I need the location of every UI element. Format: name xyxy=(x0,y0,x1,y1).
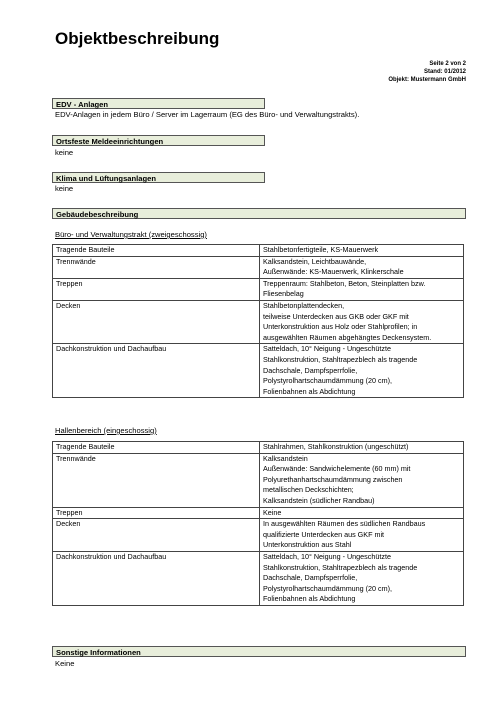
row-value-line: Dachschale, Dampfsperrfolie, xyxy=(263,365,358,375)
table-row xyxy=(53,245,464,257)
page-number: Seite 2 von 2 xyxy=(429,61,466,67)
page-title: Objektbeschreibung xyxy=(55,29,220,48)
row-value xyxy=(260,256,464,278)
row-value-line: qualifizierte Unterdecken aus GKF mit xyxy=(263,529,385,539)
page-meta xyxy=(388,60,466,84)
table-row xyxy=(53,442,464,454)
row-value-line: Satteldach, 10° Neigung - Ungeschützte xyxy=(263,344,391,354)
section-heading-meldeeinrichtungen: Ortsfeste Meldeeinrichtungen xyxy=(52,135,265,146)
row-value-line: ausgewählten Räumen abgehängtes Deckensystem. xyxy=(263,332,432,342)
row-value-line: Folienbahnen als Abdichtung xyxy=(263,386,356,396)
row-label: Tragende Bauteile xyxy=(53,442,260,454)
row-value-line: Folienbahnen als Abdichtung xyxy=(263,594,356,604)
row-value-line: Treppenraum: Stahlbeton, Beton, Steinplatten bzw. xyxy=(263,278,426,288)
row-value xyxy=(260,300,464,343)
row-value-line: Stahlkonstruktion, Stahltrapezblech als tragende xyxy=(263,354,418,364)
row-label: Decken xyxy=(53,300,260,343)
table-row xyxy=(53,278,464,300)
row-value xyxy=(260,278,464,300)
row-value-line: Außenwände: KS-Mauerwerk, Klinkerschale xyxy=(263,267,404,277)
row-value-line: Unterkonstruktion aus Holz oder Stahlprofilen; in xyxy=(263,322,418,332)
row-value-line: Kalksandstein (südlicher Randbau) xyxy=(263,495,375,505)
row-value xyxy=(260,442,464,454)
row-value-line: Unterkonstruktion aus Stahl xyxy=(263,540,352,550)
table-row xyxy=(53,519,464,552)
section-text-meldeeinrichtungen: keine xyxy=(55,148,74,157)
subheading-halle: Hallenbereich (eingeschossig) xyxy=(55,426,157,435)
row-value xyxy=(260,551,464,605)
row-label: Treppen xyxy=(53,507,260,519)
section-text-klima: keine xyxy=(55,184,74,193)
row-value-line: Stahlbetonfertigteile, KS-Mauerwerk xyxy=(263,245,379,254)
object-name: Objekt: Mustermann GmbH xyxy=(388,77,466,83)
row-value-line: Kalksandstein, Leichtbauwände, xyxy=(263,256,367,266)
row-value-line: teilweise Unterdecken aus GKB oder GKF mit xyxy=(263,311,409,321)
row-value-line: Fliesenbelag xyxy=(263,289,304,299)
subheading-buero: Büro- und Verwaltungstrakt (zweigeschossig) xyxy=(55,230,207,239)
row-value-line: Stahlkonstruktion, Stahltrapezblech als tragende xyxy=(263,562,418,572)
row-value xyxy=(260,519,464,552)
row-value-line: Keine xyxy=(263,507,282,517)
row-value-line: Stahlbetonplattendecken, xyxy=(263,300,345,310)
row-value xyxy=(260,245,464,257)
table-row xyxy=(53,256,464,278)
row-value-line: Dachschale, Dampfsperrfolie, xyxy=(263,573,358,583)
table-row xyxy=(53,551,464,605)
row-label: Treppen xyxy=(53,278,260,300)
halle-table xyxy=(52,441,464,606)
row-value-line: Stahlrahmen, Stahlkonstruktion (ungeschützt) xyxy=(263,442,409,451)
row-label: Trennwände xyxy=(53,453,260,507)
row-value xyxy=(260,344,464,398)
row-value xyxy=(260,507,464,519)
row-value-line: In ausgewählten Räumen des südlichen Randbaus xyxy=(263,519,426,529)
row-value-line: Satteldach, 10° Neigung - Ungeschützte xyxy=(263,551,391,561)
section-heading-edv: EDV - Anlagen xyxy=(52,98,265,109)
table-row xyxy=(53,300,464,343)
section-heading-gebaeude: Gebäudebeschreibung xyxy=(52,208,466,219)
buero-table xyxy=(52,244,464,398)
table-row xyxy=(53,507,464,519)
row-label: Dachkonstruktion und Dachaufbau xyxy=(53,551,260,605)
document-date: Stand: 01/2012 xyxy=(423,69,466,75)
table-row xyxy=(53,453,464,507)
row-label: Dachkonstruktion und Dachaufbau xyxy=(53,344,260,398)
row-value-line: Polyurethanhartschaumdämmung zwischen xyxy=(263,474,403,484)
row-value-line: Polystyrolhartschaumdämmung (20 cm), xyxy=(263,583,393,593)
row-value xyxy=(260,453,464,507)
row-label: Trennwände xyxy=(53,256,260,278)
row-label: Decken xyxy=(53,519,260,552)
row-label: Tragende Bauteile xyxy=(53,245,260,257)
section-text-sonstige: Keine xyxy=(55,659,75,668)
row-value-line: Polystyrolhartschaumdämmung (20 cm), xyxy=(263,376,393,386)
row-value-line: metallischen Deckschichten; xyxy=(263,485,354,495)
row-value-line: Kalksandstein xyxy=(263,453,308,463)
section-heading-sonstige: Sonstige Informationen xyxy=(52,646,466,657)
section-text-edv: EDV-Anlagen in jedem Büro / Server im Lagerraum (EG des Büro- und Verwaltungstrakts). xyxy=(55,110,360,119)
section-heading-klima: Klima und Lüftungsanlagen xyxy=(52,172,265,183)
row-value-line: Außenwände: Sandwichelemente (60 mm) mit xyxy=(263,464,411,474)
table-row xyxy=(53,344,464,398)
